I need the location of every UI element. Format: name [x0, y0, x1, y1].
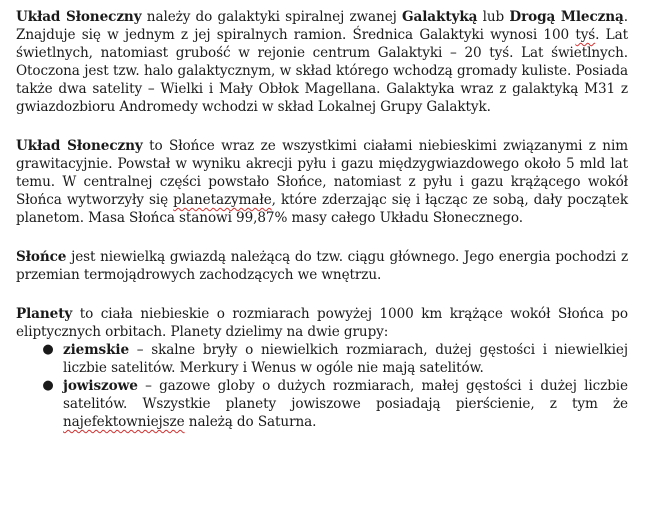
paragraph-planets [16, 305, 628, 341]
spellcheck-flagged-word: tyś [575, 27, 596, 43]
list-item [40, 341, 628, 377]
bullet-icon: ● [42, 378, 54, 393]
bold-term: Układ Słoneczny [16, 9, 142, 25]
bold-term: Drogą Mleczną [509, 9, 624, 25]
bold-term: Układ Słoneczny [16, 138, 143, 154]
paragraph-text: to ciała niebieskie o rozmiarach powyżej 1000 km krążące wokół Słońca po eliptycznych orbitach. Planety dzielimy na dwie grupy: [16, 306, 628, 340]
paragraph-text: , które zderzając się i łącząc ze sobą, dały początek planetom. Masa Słońca stanowi 99,87% masy całego Układu Słonecznego. [16, 192, 628, 226]
spellcheck-flagged-word: najefektowniejsze [63, 414, 185, 430]
paragraph-text: lub [477, 9, 510, 25]
list-item-text: należą do Saturna. [184, 414, 317, 430]
list-item-text: – skalne bryły o niewielkich rozmiarach, dużej gęstości i niewielkiej liczbie satelitów. Merkury i Wenus w ogóle nie mają satelitów. [63, 342, 628, 376]
paragraph-text: . Znajduje się w jednym z jej spiralnych ramion. Średnica Galaktyki wynosi 100 [16, 9, 628, 43]
bold-term: jowiszowe [63, 378, 138, 394]
paragraph-solar-system [16, 137, 628, 227]
bold-term: ziemskie [63, 342, 130, 358]
spellcheck-flagged-word: planetazymałe [173, 192, 272, 208]
paragraph-text: należy do galaktyki spiralnej zwanej [141, 9, 403, 25]
paragraph-text: . Lat świetlnych, natomiast grubość w rejonie centrum Galaktyki – 20 tyś. Lat świetlnych. Otoczona jest tzw. halo galaktycznym, w skład którego wchodzą gromady kuliste. Posiada także dwa satelity – Wielki i Mały Obłok Magellana. Galaktyka wraz z galaktyką M31 z gwiazdozbioru Andromedy wchodzi w skład Lokalnej Grupy Galaktyk. [16, 27, 628, 115]
paragraph-text: jest niewielką gwiazdą należącą do tzw. ciągu głównego. Jego energia pochodzi z przemian termojądrowych zachodzących we wnętrzu. [16, 249, 628, 283]
list-item [40, 377, 628, 431]
paragraph-galaxy [16, 8, 628, 116]
bullet-icon: ● [42, 342, 54, 357]
bold-term: Galaktyką [402, 9, 478, 25]
bold-term: Planety [16, 306, 73, 322]
planet-groups-list [16, 341, 628, 431]
paragraph-text: to Słońce wraz ze wszystkimi ciałami niebieskimi związanymi z nim grawitacyjnie. Powstał w wyniku akrecji pyłu i gazu międzygwiazdowego około 5 mld lat temu. W centralnej części powstało Słońce, natomiast z pyłu i gazu krążącego wokół Słońca wytworzyły się [16, 138, 628, 208]
paragraph-sun [16, 248, 628, 284]
list-item-text: – gazowe globy o dużych rozmiarach, małej gęstości i dużej liczbie satelitów. Wszystkie planety jowiszowe posiadają pierścienie, z tym że [63, 378, 628, 412]
bold-term: Słońce [16, 249, 67, 265]
